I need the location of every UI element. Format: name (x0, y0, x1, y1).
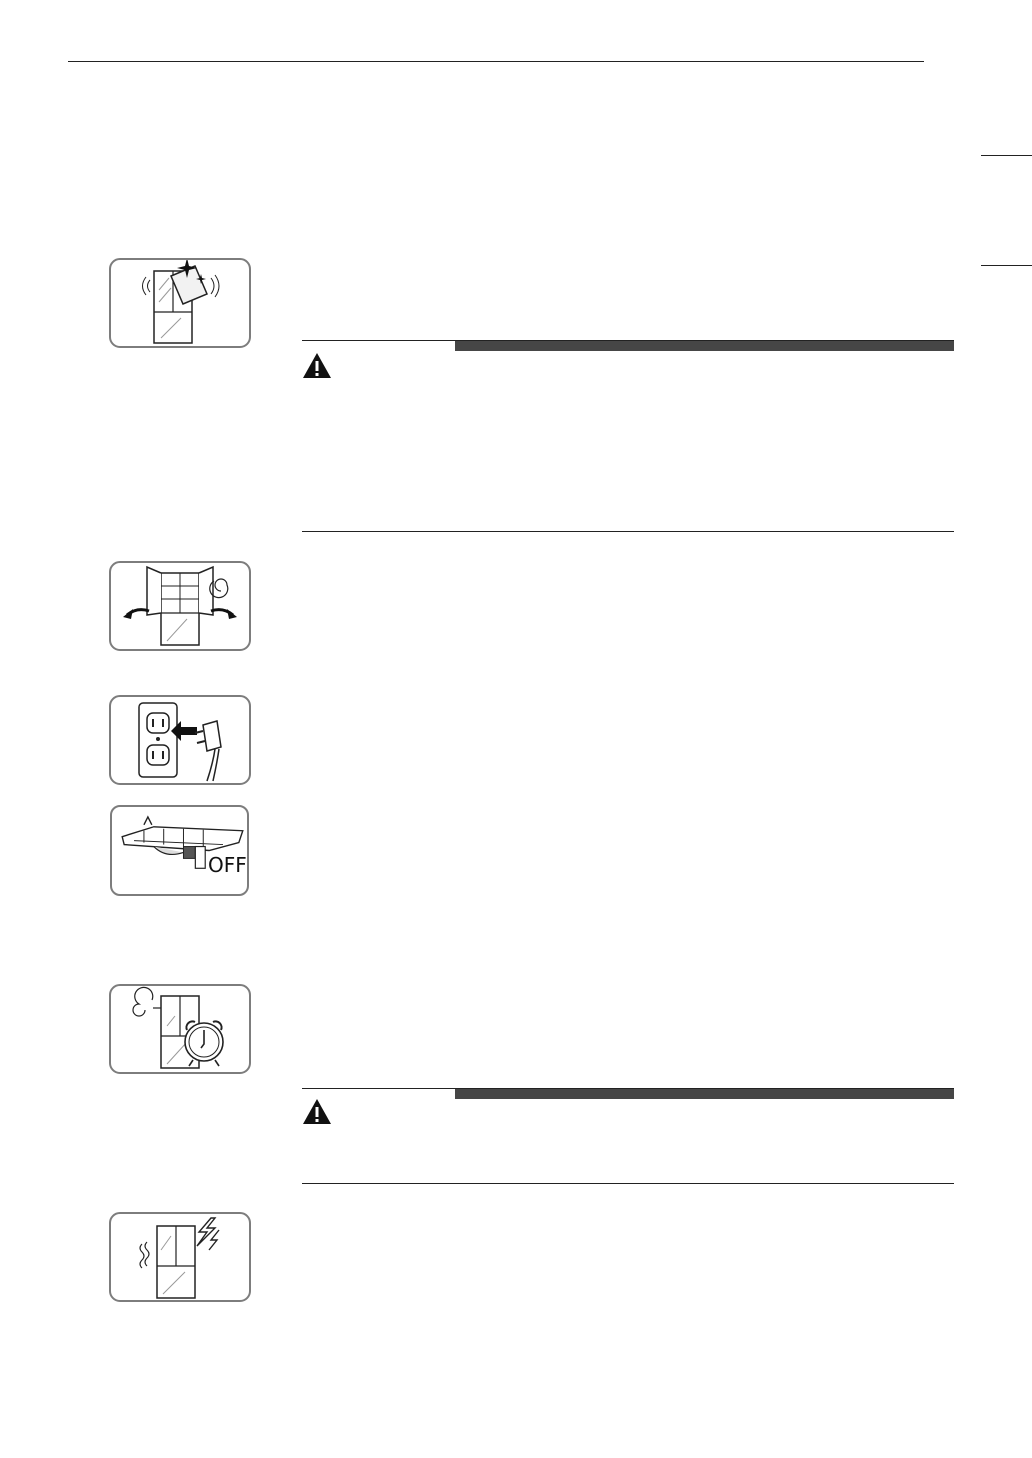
refrigerator-icon (111, 1214, 249, 1300)
illustration-ice-maker-off (110, 805, 249, 896)
warning-1-bar (455, 341, 954, 351)
ice-maker-icon (112, 807, 250, 893)
refrigerator-icon (111, 563, 249, 649)
ice-maker-off-label: OFF (208, 853, 247, 877)
refrigerator-icon (111, 260, 249, 346)
vibration-icon (145, 1242, 149, 1266)
warning-triangle-icon (302, 352, 332, 380)
swirl-icon (133, 987, 153, 1016)
plug-icon (203, 721, 221, 751)
warning-1-rule-bottom (302, 531, 954, 532)
illustration-wait-clock (109, 984, 251, 1074)
illustration-noise (109, 1212, 251, 1302)
illustration-open-doors (109, 561, 251, 651)
header-rule (68, 61, 924, 62)
side-tab-rule-bottom (981, 265, 1032, 266)
side-tab-rule-top (981, 155, 1032, 156)
lightning-icon (197, 1218, 215, 1246)
illustration-polish-door (109, 258, 251, 348)
warning-2-bar (455, 1089, 954, 1099)
outlet-icon (111, 697, 249, 783)
warning-triangle-icon (302, 1098, 332, 1126)
refrigerator-icon (111, 986, 249, 1072)
illustration-plug-in (109, 695, 251, 785)
warning-2-rule-bottom (302, 1183, 954, 1184)
